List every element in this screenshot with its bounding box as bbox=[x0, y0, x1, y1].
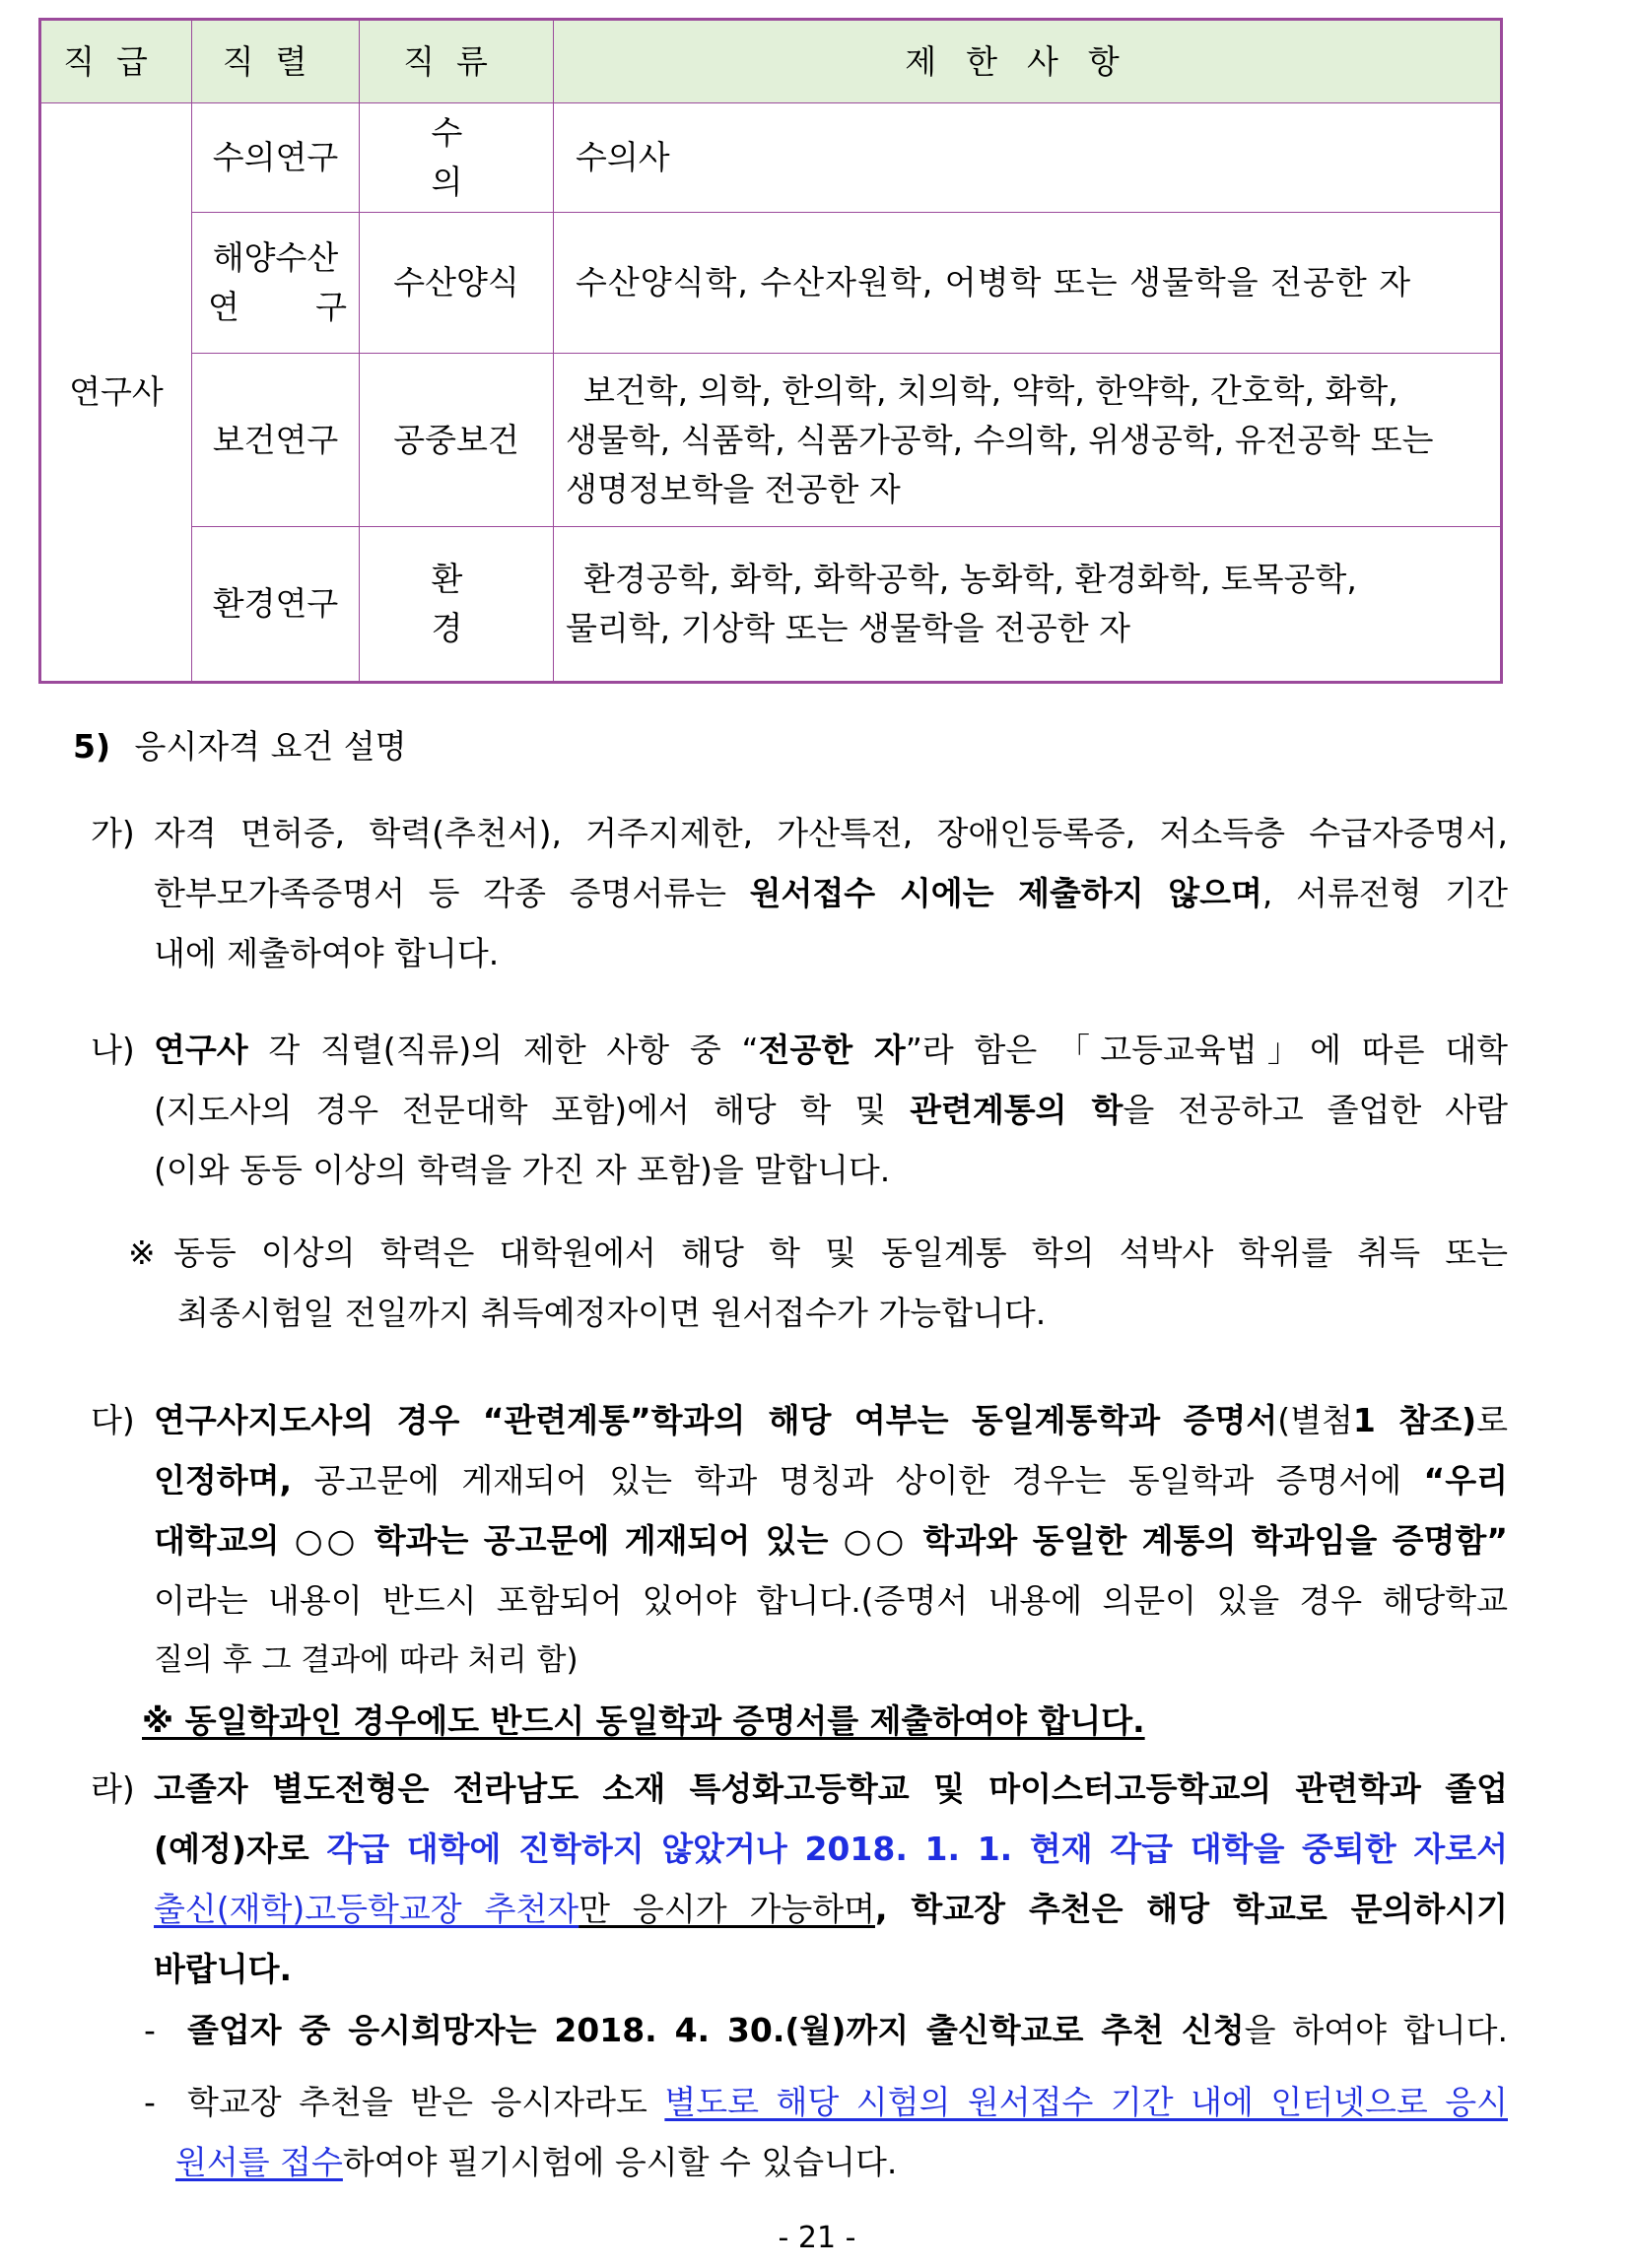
series-cell: 환경연구 bbox=[192, 527, 360, 683]
table-header-row bbox=[40, 20, 1502, 103]
paragraph-ga: 자격 면허증, 학력(추천서), 거주지제한, 가산특전, 장애인등록증, 저소득층 수급자증명서, 한부모가족증명서 등 각종 증명서류는 원서접수 시에는 제출하지 않으며, 서류전형 기간 내에 제출하여야 합니다. bbox=[154, 814, 1508, 972]
restriction-cell: 보건학, 의학, 한의학, 치의학, 약학, 한약학, 간호학, 화학, 생물학, 식품학, 식품가공학, 수의학, 위생공학, 유전공학 또는 생명정보학을 전공한 자 bbox=[554, 354, 1502, 527]
kind-cell: 수 의 bbox=[360, 103, 554, 213]
item-label-ra: 라) bbox=[91, 1769, 135, 1808]
section-heading: 5) 응시자격 요건 설명 bbox=[73, 727, 407, 766]
table-row bbox=[40, 103, 1502, 213]
restriction-cell: 수의사 bbox=[554, 103, 1502, 213]
series-cell: 수의연구 bbox=[192, 103, 360, 213]
table-row bbox=[40, 354, 1502, 527]
dash-mark: - bbox=[144, 2083, 156, 2121]
table-row bbox=[40, 213, 1502, 354]
note-mark: ※ bbox=[128, 1234, 156, 1272]
table-row bbox=[40, 527, 1502, 683]
restriction-cell: 환경공학, 화학, 화학공학, 농화학, 환경화학, 토목공학, 물리학, 기상학 또는 생물학을 전공한 자 bbox=[554, 527, 1502, 683]
dash-item-2: 학교장 추천을 받은 응시자라도 별도로 해당 시험의 원서접수 기간 내에 인터넷으로 응시 원서를 접수하여야 필기시험에 응시할 수 있습니다. bbox=[175, 2083, 1508, 2181]
paragraph-na: 연구사 각 직렬(직류)의 제한 사항 중 “전공한 자”라 함은 「고등교육법」에 따른 대학 (지도사의 경우 전문대학 포함)에서 해당 학 및 관련계통의 학을 전공하고 졸업한 사람 (이와 동등 이상의 학력을 가진 자 포함)을 말합니다. bbox=[154, 1031, 1509, 1189]
grade-cell: 연구사 bbox=[40, 103, 192, 683]
paragraph-ra: 고졸자 별도전형은 전라남도 소재 특성화고등학교 및 마이스터고등학교의 관련학과 졸업 (예정)자로 각급 대학에 진학하지 않았거나 2018. 1. 1. 현재 각급 대학을 중퇴한 자로서 출신(재학)고등학교장 추천자만 응시가 가능하며, 학교장 추천은 해당 학교로 문의하시기 바랍니다. bbox=[154, 1769, 1508, 1988]
series-cell: 해양수산 연 구 bbox=[192, 213, 360, 354]
kind-cell: 공중보건 bbox=[360, 354, 554, 527]
kind-cell: 환 경 bbox=[360, 527, 554, 683]
item-label-ga: 가) bbox=[91, 814, 135, 852]
kind-cell: 수산양식 bbox=[360, 213, 554, 354]
item-label-da: 다) bbox=[91, 1401, 135, 1439]
header-kind: 직류 bbox=[360, 20, 554, 103]
warning-line: ※ 동일학과인 경우에도 반드시 동일학과 증명서를 제출하여야 합니다. bbox=[142, 1701, 1145, 1740]
header-series: 직렬 bbox=[192, 20, 360, 103]
series-cell: 보건연구 bbox=[192, 354, 360, 527]
header-restriction: 제한사항 bbox=[554, 20, 1502, 103]
page-number: - 21 - bbox=[778, 2221, 856, 2255]
paragraph-da: 연구사지도사의 경우 “관련계통”학과의 해당 여부는 동일계통학과 증명서(별첨1 참조)로 인정하며, 공고문에 게재되어 있는 학과 명칭과 상이한 경우는 동일학과 증명서에 “우리 대학교의 ○○ 학과는 공고문에 게재되어 있는 ○○ 학과와 동일한 계통의 학과임을 증명함” 이라는 내용이 반드시 포함되어 있어야 합니다.(증명서 내용에 의문이 있을 경우 해당학교 질의 후 그 결과에 따라 처리 함) ※ 동일학과인 경우에도 반드시 동일학과 증명서를 제출하여야 합니다. bbox=[154, 1390, 1508, 1751]
item-label-na: 나) bbox=[91, 1031, 135, 1069]
restriction-cell: 수산양식학, 수산자원학, 어병학 또는 생물학을 전공한 자 bbox=[554, 213, 1502, 354]
header-grade: 직급 bbox=[40, 20, 192, 103]
dash-mark: - bbox=[144, 2011, 156, 2049]
note-na: 동등 이상의 학력은 대학원에서 해당 학 및 동일계통 학의 석박사 학위를 취득 또는 최종시험일 전일까지 취득예정자이면 원서접수가 가능합니다. bbox=[173, 1234, 1508, 1332]
restriction-table bbox=[38, 18, 1503, 684]
dash-item-1: 졸업자 중 응시희망자는 2018. 4. 30.(월)까지 출신학교로 추천 신청을 하여야 합니다. bbox=[187, 2011, 1508, 2049]
